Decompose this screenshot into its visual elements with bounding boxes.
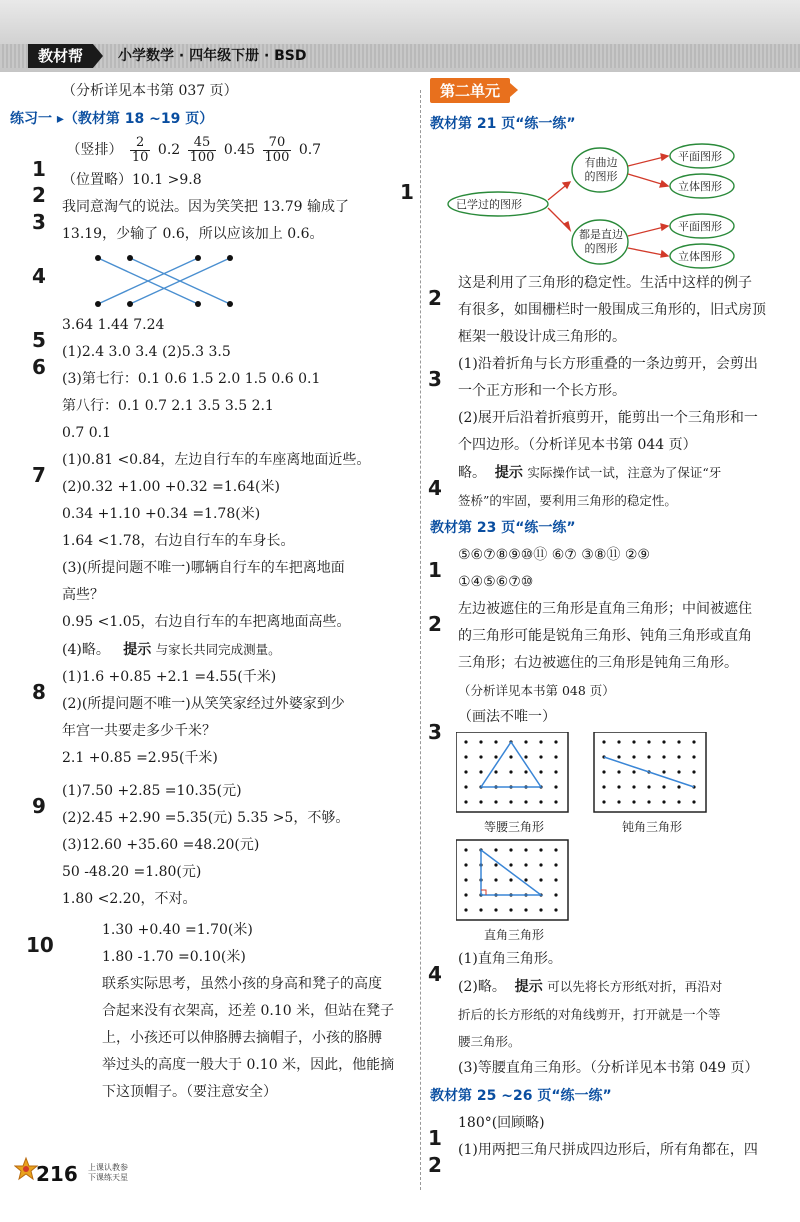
answer-s2-l3: 三角形；右边被遮住的三角形是钝角三角形。	[458, 655, 738, 671]
unit-badge: 第二单元	[430, 78, 510, 103]
answer-10: 10 1.30 +0.40 =1.70(米)	[26, 922, 253, 957]
answer-5: 5 3.64 1.44 7.24	[32, 317, 165, 352]
answer-4: 4	[62, 248, 412, 312]
answer-10-l7: 下这顶帽子。（要注意安全）	[102, 1084, 277, 1100]
star-badge-icon	[14, 1156, 38, 1186]
answer-9: 9 (1)7.50 +2.85 =10.35(元)	[32, 783, 242, 818]
text: （竖排）	[66, 142, 123, 158]
fraction: $\frac{70}{100}$	[264, 134, 290, 165]
answer-9-l5: 1.80 <2.20，不对。	[62, 891, 197, 907]
answer-9-l4: 50 -48.20 =1.80(元)	[62, 864, 202, 880]
answer-6: 6 (1)2.4 3.0 3.4 (2)5.3 3.5	[32, 344, 231, 379]
answer-r3-l3: (2)展开后沿着折痕剪开，能剪出一个三角形和一	[458, 410, 758, 426]
answer-9-l3: (3)12.60 +35.60 =48.20(元)	[62, 837, 260, 853]
answer-7-l6: 高些？	[62, 587, 104, 603]
answer-8-l4: 2.1 +0.85 =2.95(千米)	[62, 750, 218, 766]
answer-s4-l5: (3)等腰直角三角形。（分析详见本书第 049 页）	[458, 1060, 759, 1076]
answer-s1: 1 ⑤⑥⑦⑧⑨⑩⑪ ⑥⑦ ③⑧⑪ ②⑨	[428, 547, 650, 582]
answer-8-l2: (2)(所提问题不唯一)从笑笑家经过外婆家到少	[62, 696, 345, 712]
matching-diagram	[90, 248, 240, 312]
answer-10-l6: 举过头的高度一般大于 0.10 米，因此，他能摘	[102, 1057, 395, 1073]
text: 0.45	[223, 142, 256, 158]
answer-s4-l2: (2)略。 提示 可以先将长方形纸对折，再沿对	[458, 979, 723, 995]
question-number: 1	[32, 157, 46, 181]
section-heading-25: 教材第 25 ~26 页“练一练”	[430, 1088, 612, 1104]
answer-s2-l4: （分析详见本书第 048 页）	[458, 683, 615, 698]
answer-6-l3: 第八行：0.1 0.7 2.1 3.5 3.5 2.1	[62, 398, 274, 414]
diagram-root: 已学过的图形	[456, 198, 522, 211]
answer-6-l2: (3)第七行：0.1 0.6 1.5 2.0 1.5 0.6 0.1	[62, 371, 321, 387]
answer-7: 7 (1)0.81 <0.84，左边自行车的车座离地面近些。	[32, 452, 371, 487]
diagram-leaf-4: 立体图形	[678, 250, 722, 263]
answer-r2-l3: 框架一般设计成三角形的。	[458, 329, 626, 345]
right-column	[400, 78, 775, 1177]
answer-r4: 4 略。 提示 实际操作试一试，注意为了保证“牙	[428, 465, 722, 500]
answer-10-l3: 联系实际思考，虽然小孩的身高和凳子的高度	[102, 976, 382, 992]
hint-label: 提示	[514, 979, 543, 995]
answer-s3	[428, 704, 775, 942]
text: 0.7	[298, 142, 322, 158]
answer-7-l3: 0.34 +1.10 +0.34 =1.78(米)	[62, 506, 261, 522]
section-heading: 练习一 ▸（教材第 18 ~19 页）	[10, 111, 214, 127]
answer-s1-l2: ①④⑤⑥⑦⑩	[458, 574, 534, 590]
answer-10-l5: 上，小孩还可以伸胳膊去摘帽子，小孩的胳膊	[102, 1030, 382, 1046]
left-column	[10, 78, 412, 1106]
answer-7-l5: (3)(所提问题不唯一)哪辆自行车的车把离地面	[62, 560, 345, 576]
fraction: $\frac{45}{100}$	[189, 134, 215, 165]
footer-slogan: 上课认教参 下课练天星	[88, 1163, 128, 1182]
answer-8: 8 (1)1.6 +0.85 +2.1 =4.55(千米)	[32, 669, 277, 704]
answer-7-l7: 0.95 <1.05，右边自行车的车把离地面高些。	[62, 614, 351, 630]
question-number: 1	[400, 180, 414, 204]
caption-isosceles: 等腰三角形	[484, 820, 545, 834]
diagram-leaf-1: 平面图形	[678, 150, 722, 163]
answer-r3-l2: 一个正方形和一个长方形。	[458, 383, 626, 399]
text: （画法不唯一）	[458, 709, 556, 725]
answer-r3-l4: 个四边形。（分析详见本书第 044 页）	[458, 437, 697, 453]
hint-label: 提示	[494, 465, 523, 481]
answer-6-l4: 0.7 0.1	[62, 425, 111, 441]
intro-note: （分析详见本书第 037 页）	[62, 83, 238, 99]
section-heading-23: 教材第 23 页“练一练”	[430, 520, 576, 536]
answer-3: 3 我同意淘气的说法。因为笑笑把 13.79 输成了	[32, 199, 349, 234]
diagram-curved: 有曲边的图形	[584, 156, 618, 183]
hint-label: 提示	[123, 642, 152, 658]
column-divider	[420, 90, 421, 1190]
diagram-leaf-3: 平面图形	[678, 220, 722, 233]
answer-7-l2: (2)0.32 +1.00 +0.32 =1.64(米)	[62, 479, 280, 495]
caption-right: 直角三角形	[484, 928, 545, 942]
answer-10-l4: 合起来没有衣架高，还差 0.10 米，但站在凳子	[102, 1003, 395, 1019]
answer-1	[32, 133, 412, 181]
answer-s2: 2 左边被遮住的三角形是直角三角形；中间被遮住	[428, 601, 752, 636]
fraction: $\frac{2}{10}$	[131, 134, 149, 165]
answer-9-l2: (2)2.45 +2.90 =5.35(元) 5.35 >5，不够。	[62, 810, 350, 826]
text: 0.2	[157, 142, 181, 158]
section-heading-21: 教材第 21 页“练一练”	[430, 116, 576, 132]
answer-10-l2: 1.80 -1.70 =0.10(米)	[102, 949, 246, 965]
answer-s4: 4 (1)直角三角形。	[428, 951, 562, 986]
answer-r1	[400, 138, 775, 270]
answer-r3: 3 (1)沿着折角与长方形重叠的一条边剪开，会剪出	[428, 356, 758, 391]
diagram-leaf-2: 立体图形	[678, 180, 722, 193]
answer-s4-l4: 腰三角形。	[458, 1034, 521, 1049]
answer-t2: 2 (1)用两把三角尺拼成四边形后，所有角都在，四	[428, 1142, 758, 1177]
diagram-straight: 都是直边的图形	[579, 228, 623, 255]
answer-t1: 1 180°(回顾略)	[428, 1115, 545, 1150]
answer-2: 2 （位置略）10.1 >9.8	[32, 172, 202, 207]
answer-s2-l2: 的三角形可能是锐角三角形、钝角三角形或直角	[458, 628, 752, 644]
answer-3-cont: 13.19，少输了 0.6，所以应该加上 0.6。	[62, 226, 324, 242]
answer-s4-l3: 折后的长方形纸的对角线剪开，打开就是一个等	[458, 1007, 721, 1022]
page-number: 216	[36, 1162, 78, 1186]
caption-obtuse: 钝角三角形	[622, 820, 683, 834]
page-header	[0, 0, 800, 72]
answer-r2-l2: 有很多，如围栅栏时一般围成三角形的，旧式房顶	[458, 302, 766, 318]
subject-title: 小学数学 · 四年级下册 · BSD	[118, 48, 307, 64]
answer-r4-l2: 签桥”的牢固，要利用三角形的稳定性。	[458, 493, 677, 508]
answer-r2: 2 这是利用了三角形的稳定性。生活中这样的例子	[428, 275, 752, 310]
answer-7-l4: 1.64 <1.78，右边自行车的车身长。	[62, 533, 295, 549]
brand-label: 教材帮	[28, 44, 93, 68]
answer-8-l3: 年宫一共要走多少千米？	[62, 723, 216, 739]
question-number: 3	[428, 720, 442, 744]
answer-7-l8: (4)略。 提示 与家长共同完成测量。	[62, 642, 281, 658]
